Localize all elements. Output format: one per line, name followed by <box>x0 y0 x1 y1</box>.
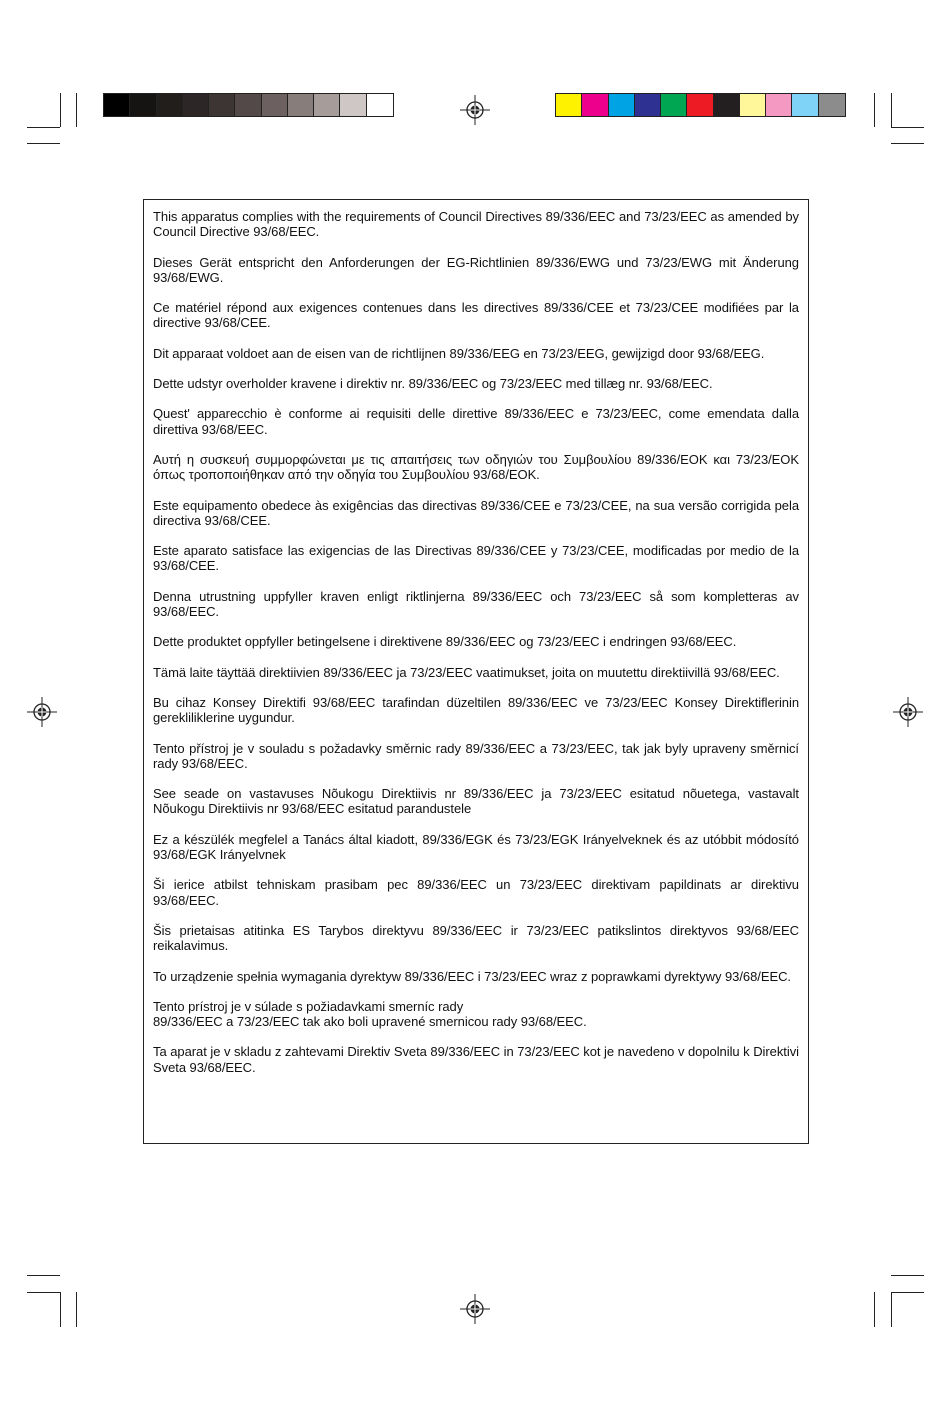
paragraph-line: Este equipamento obedece às exigências das directivas 89/336/CEE e 73/23/CEE, na sua versão corrigida pela directiva 93/68/CEE. <box>153 497 799 528</box>
registration-mark-icon <box>460 95 490 125</box>
paragraph-line: Dieses Gerät entspricht den Anforderungen der EG-Richtlinien 89/336/EWG und 73/23/EWG mit Änderung 93/68/EWG. <box>153 254 799 285</box>
compliance-paragraph <box>153 300 799 331</box>
crop-mark <box>874 93 875 127</box>
compliance-paragraph <box>153 695 799 726</box>
compliance-paragraph <box>153 209 799 240</box>
paragraph-line: Dette udstyr overholder kravene i direktiv nr. 89/336/EEC og 73/23/EEC med tillæg nr. 93/68/EEC. <box>153 376 713 392</box>
color-swatch <box>367 94 393 116</box>
compliance-paragraph <box>153 969 799 984</box>
crop-mark <box>891 127 924 128</box>
crop-mark <box>76 1292 77 1327</box>
grayscale-color-bar <box>103 93 394 117</box>
compliance-paragraph <box>153 923 799 954</box>
compliance-paragraph <box>153 786 799 817</box>
color-swatch <box>288 94 314 116</box>
color-swatch <box>183 94 209 116</box>
paragraph-line: Denna utrustning uppfyller kraven enligt riktlinjerna 89/336/EEC och 73/23/EEC så som kompletteras av 93/68/EEC. <box>153 588 799 620</box>
crop-mark <box>27 143 60 144</box>
color-swatch <box>687 94 713 116</box>
paragraph-line: Ši ierice atbilst tehniskam prasibam pec 89/336/EEC un 73/23/EEC direktivam papildinats ar direktivu 93/68/EEC. <box>153 877 799 908</box>
paragraph-line: Tämä laite täyttää direktiivien 89/336/EEC ja 73/23/EEC vaatimukset, joita on muutettu direktiivillä 93/68/EEC. <box>153 664 780 680</box>
crop-mark <box>891 1292 892 1327</box>
registration-mark-icon <box>27 697 57 727</box>
crop-mark <box>891 1292 924 1293</box>
paragraph-line: Ez a készülék megfelel a Tanács által kiadott, 89/336/EGK és 73/23/EGK Irányelveknek és az utóbbit módosító 93/68/EGK Irányelvnek <box>153 831 799 863</box>
paragraph-line: Ce matériel répond aux exigences contenues dans les directives 89/336/CEE et 73/23/CEE modifiées par la directive 93/68/CEE. <box>153 300 799 331</box>
registration-mark-icon <box>893 697 923 727</box>
color-swatch <box>340 94 366 116</box>
registration-mark-icon <box>460 1294 490 1324</box>
compliance-paragraph <box>153 543 799 574</box>
color-swatch <box>766 94 792 116</box>
compliance-paragraph <box>153 498 799 529</box>
color-swatch <box>262 94 288 116</box>
compliance-paragraph <box>153 832 799 863</box>
color-swatch <box>104 94 130 116</box>
crop-mark <box>27 127 60 128</box>
color-swatch <box>556 94 582 116</box>
color-swatch <box>235 94 261 116</box>
color-swatch <box>609 94 635 116</box>
compliance-paragraph <box>153 634 799 649</box>
crop-mark <box>76 93 77 127</box>
paragraph-line: 89/336/EEC a 73/23/EEC tak ako boli upravené smernicou rady 93/68/EEC. <box>153 1014 587 1030</box>
compliance-paragraph <box>153 376 799 391</box>
paragraph-line: Tento přístroj je v souladu s požadavky směrnic rady 89/336/EEC a 73/23/EEC, tak jak byly upraveny směrnicí rady 93/68/EEC. <box>153 740 799 771</box>
paragraph-line: Šis prietaisas atitinka ES Tarybos direktyvu 89/336/EEC ir 73/23/EEC patikslintos direktyvos 93/68/EEC reikalavimus. <box>153 922 799 954</box>
process-color-bar <box>555 93 846 117</box>
compliance-paragraph <box>153 877 799 908</box>
color-swatch <box>209 94 235 116</box>
paragraph-line: Tento prístroj je v súlade s požiadavkami smerníc rady <box>153 998 464 1014</box>
compliance-paragraph <box>153 665 799 680</box>
paragraph-line: To urządzenie spełnia wymagania dyrektyw 89/336/EEC i 73/23/EEC wraz z poprawkami dyrektywy 93/68/EEC. <box>153 968 791 984</box>
color-swatch <box>819 94 845 116</box>
compliance-paragraph <box>153 741 799 772</box>
color-swatch <box>130 94 156 116</box>
paragraph-line: Ta aparat je v skladu z zahtevami Direktiv Sveta 89/336/EEC in 73/23/EEC kot je navedeno v dopolnilu k Direktivi Sveta 93/68/EEC. <box>153 1044 799 1075</box>
compliance-paragraph <box>153 1044 799 1075</box>
paragraph-line: Αυτή η συσκευή συμμορφώνεται με τις απαιτήσεις των οδηγιών του Συμβουλίου 89/336/ΕΟΚ και 73/23/ΕΟΚ όπως τροποποιήθηκαν από την οδηγία του Συμβουλίου 93/68/ΕΟΚ. <box>153 451 799 483</box>
crop-mark <box>60 93 61 127</box>
color-swatch <box>792 94 818 116</box>
compliance-paragraph <box>153 255 799 286</box>
compliance-paragraph <box>153 589 799 620</box>
crop-mark <box>891 143 924 144</box>
paragraph-line: Este aparato satisface las exigencias de las Directivas 89/336/CEE y 73/23/CEE, modificadas por medio de la 93/68/CEE. <box>153 543 799 574</box>
crop-mark <box>891 93 892 127</box>
paragraph-line: Bu cihaz Konsey Direktifi 93/68/EEC tarafindan düzeltilen 89/336/EEC ve 73/23/EEC Konsey Direktiflerinin gerekliliklerine uygundur. <box>153 694 799 726</box>
crop-mark <box>891 1275 924 1276</box>
color-swatch <box>314 94 340 116</box>
crop-mark <box>27 1275 60 1276</box>
paragraph-line: Dit apparaat voldoet aan de eisen van de richtlijnen 89/336/EEG en 73/23/EEG, gewijzigd door 93/68/EEG. <box>153 345 765 361</box>
color-swatch <box>157 94 183 116</box>
compliance-paragraph <box>153 406 799 437</box>
crop-mark <box>874 1292 875 1327</box>
color-swatch <box>661 94 687 116</box>
crop-mark <box>27 1292 60 1293</box>
crop-mark <box>60 1292 61 1327</box>
color-swatch <box>635 94 661 116</box>
color-swatch <box>582 94 608 116</box>
paragraph-line: Dette produktet oppfyller betingelsene i direktivene 89/336/EEC og 73/23/EEC i endringen 93/68/EEC. <box>153 634 737 650</box>
compliance-paragraph <box>153 999 799 1030</box>
color-swatch <box>714 94 740 116</box>
compliance-paragraph <box>153 346 799 361</box>
paragraph-line: This apparatus complies with the requirements of Council Directives 89/336/EEC and 73/23/EEC as amended by Council Directive 93/68/EEC. <box>153 209 799 240</box>
paragraph-line: See seade on vastavuses Nõukogu Direktiivis nr 89/336/EEC ja 73/23/EEC esitatud nõuetega, vastavalt Nõukogu Direktiivis nr 93/68/EEC esitatud parandustele <box>153 786 799 817</box>
paragraph-line: Quest' apparecchio è conforme ai requisiti delle direttive 89/336/EEC e 73/23/EEC, come emendata dalla direttiva 93/68/EEC. <box>153 406 799 437</box>
compliance-statement-box <box>143 199 809 1144</box>
compliance-paragraph <box>153 452 799 483</box>
color-swatch <box>740 94 766 116</box>
